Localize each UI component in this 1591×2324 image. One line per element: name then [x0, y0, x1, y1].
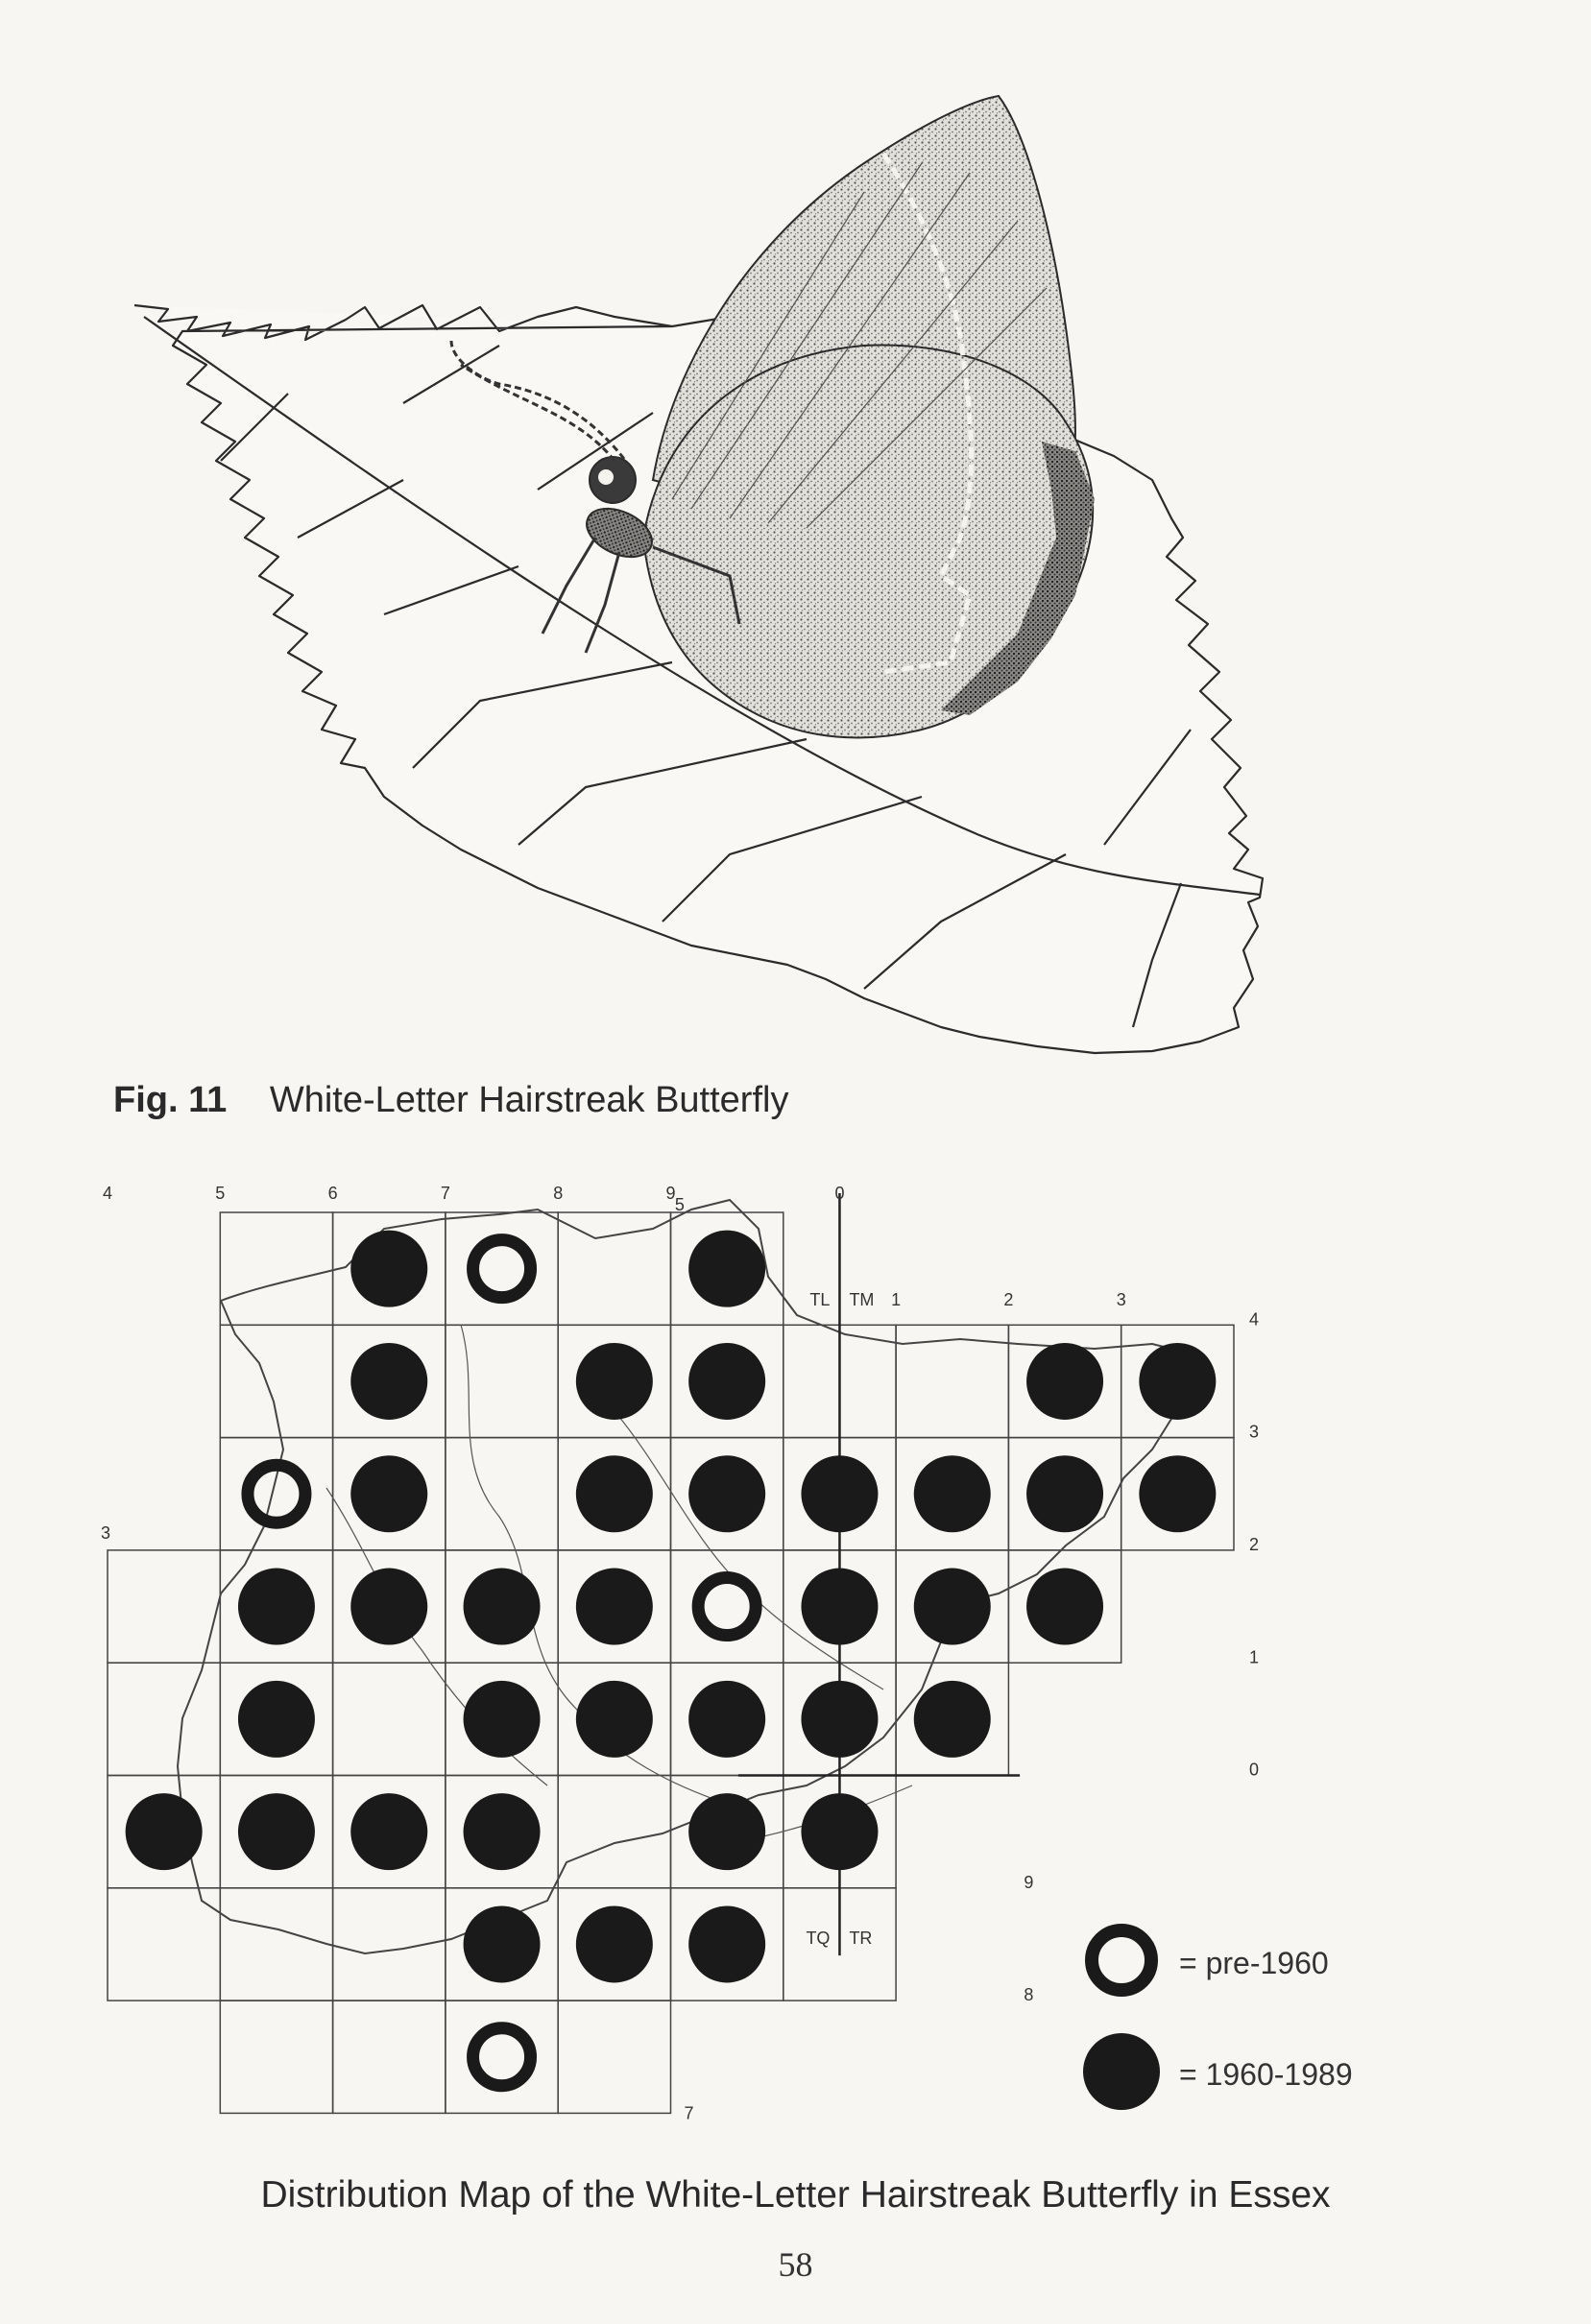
record-pre-1960 [473, 1240, 531, 1298]
figure-caption [113, 1080, 788, 1121]
record-1960-1989 [576, 1569, 653, 1645]
grid-cell [108, 1550, 220, 1663]
record-1960-1989 [801, 1793, 878, 1870]
butterfly-on-leaf-illustration [0, 0, 1591, 1066]
record-1960-1989 [576, 1905, 653, 1982]
record-1960-1989 [350, 1793, 427, 1870]
legend-1960-1989-symbol [1083, 2033, 1160, 2110]
record-1960-1989 [1026, 1343, 1103, 1420]
record-1960-1989 [1139, 1343, 1216, 1420]
record-1960-1989 [688, 1343, 765, 1420]
record-1960-1989 [464, 1793, 541, 1870]
record-1960-1989 [688, 1455, 765, 1532]
grid-cell [220, 2001, 332, 2113]
map-tick-label: 5 [674, 1195, 685, 1214]
record-1960-1989 [576, 1455, 653, 1532]
record-1960-1989 [688, 1905, 765, 1982]
record-1960-1989 [914, 1455, 991, 1532]
record-1960-1989 [576, 1681, 653, 1758]
grid-square-label: TQ [806, 1929, 831, 1949]
grid-cell [108, 1888, 220, 2001]
record-1960-1989 [688, 1681, 765, 1758]
map-tick-label: 8 [1024, 1985, 1034, 2005]
map-tick-label: 8 [553, 1184, 564, 1203]
record-1960-1989 [1139, 1455, 1216, 1532]
record-1960-1989 [238, 1793, 315, 1870]
grid-cell [220, 1888, 332, 2001]
map-tick-label: 6 [327, 1184, 338, 1203]
grid-square-label: TM [849, 1290, 875, 1310]
figure-number: Fig. 11 [113, 1080, 228, 1120]
record-1960-1989 [126, 1793, 203, 1870]
map-tick-label: 2 [1249, 1535, 1260, 1555]
grid-square-label: TR [849, 1929, 873, 1949]
map-tick-label: 3 [100, 1522, 111, 1543]
page-number: 58 [778, 2245, 813, 2284]
grid-cell [220, 1212, 332, 1325]
legend-1960-1989-label: = 1960-1989 [1179, 2057, 1353, 2092]
record-1960-1989 [1026, 1569, 1103, 1645]
record-1960-1989 [801, 1455, 878, 1532]
record-1960-1989 [464, 1569, 541, 1645]
record-1960-1989 [350, 1231, 427, 1307]
map-tick-label: 9 [665, 1184, 676, 1203]
grid-cell [108, 1663, 220, 1775]
record-1960-1989 [576, 1343, 653, 1420]
record-pre-1960 [698, 1578, 756, 1636]
grid-cell [558, 1776, 670, 1888]
map-tick-label: 5 [215, 1184, 226, 1203]
record-1960-1989 [350, 1569, 427, 1645]
record-1960-1989 [464, 1681, 541, 1758]
record-1960-1989 [350, 1343, 427, 1420]
map-tick-label: 3 [1116, 1290, 1126, 1310]
grid-cell [220, 1325, 332, 1437]
record-1960-1989 [238, 1681, 315, 1758]
map-tick-label: 3 [1249, 1422, 1260, 1442]
county-outline [178, 1200, 1191, 1953]
grid-cell [333, 2001, 446, 2113]
grid-cell [671, 1550, 783, 1663]
figure-title: White-Letter Hairstreak Butterfly [269, 1080, 789, 1120]
map-tick-label: 1 [1249, 1647, 1260, 1667]
grid-cell [220, 1438, 332, 1550]
map-tick-label: 0 [1249, 1760, 1260, 1780]
legend-pre-1960-label: = pre-1960 [1179, 1946, 1329, 1980]
grid-square-label: TL [809, 1290, 831, 1310]
map-tick-label: 0 [834, 1184, 845, 1203]
record-1960-1989 [801, 1681, 878, 1758]
record-1960-1989 [464, 1905, 541, 1982]
grid-cell [333, 1663, 446, 1775]
map-tick-label: 1 [891, 1290, 902, 1310]
grid-cell [446, 1212, 558, 1325]
map-tick-label: 9 [1024, 1872, 1034, 1892]
grid-cell [558, 2001, 670, 2113]
map-tick-label: 7 [440, 1184, 450, 1203]
record-1960-1989 [914, 1569, 991, 1645]
legend-pre-1960-symbol [1092, 1930, 1151, 1990]
record-1960-1989 [350, 1455, 427, 1532]
map-tick-label: 4 [102, 1184, 113, 1203]
butterfly-eye [598, 469, 614, 485]
record-1960-1989 [801, 1569, 878, 1645]
record-1960-1989 [688, 1793, 765, 1870]
map-tick-label: 4 [1249, 1309, 1260, 1330]
grid-cell [446, 2001, 558, 2113]
map-tick-label: 2 [1003, 1290, 1014, 1310]
record-1960-1989 [688, 1231, 765, 1307]
record-1960-1989 [1026, 1455, 1103, 1532]
map-caption: Distribution Map of the White-Letter Hairstreak Butterfly in Essex [260, 2174, 1331, 2216]
map-tick-label: 7 [684, 2103, 694, 2123]
record-1960-1989 [914, 1681, 991, 1758]
distribution-map [0, 1171, 1591, 2169]
map-legend [1083, 1930, 1353, 2110]
grid-cell [446, 1438, 558, 1550]
record-1960-1989 [238, 1569, 315, 1645]
grid-cell [446, 1325, 558, 1437]
record-pre-1960 [473, 2028, 531, 2086]
